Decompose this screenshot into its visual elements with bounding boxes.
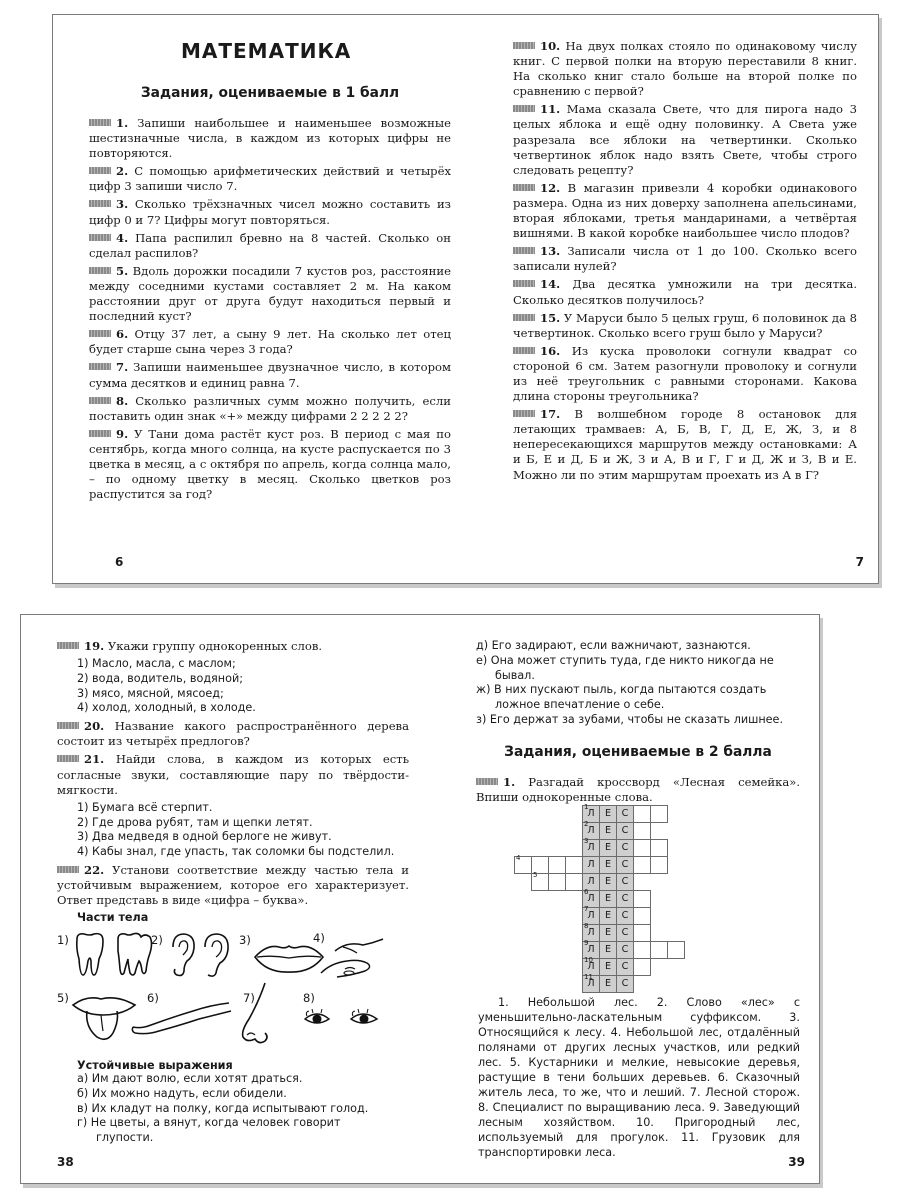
task-marker: [89, 430, 111, 437]
subject-title: МАТЕМАТИКА: [181, 39, 352, 63]
crossword-number: 4: [516, 854, 521, 862]
crossword-number: 10: [584, 956, 593, 964]
crossword-letter: Л: [587, 961, 595, 972]
crossword-letter: Е: [604, 927, 612, 938]
task-item: 9. У Тани дома растёт куст роз. В период с мая по сентябрь, когда много солнца, на кусте распускается по 3 цветка в месяц, а с октября по апрель, когда солнца мало, – по одному цветку в месяц. Сколько цветков роз распустится за год?: [89, 426, 451, 502]
crossword-cell[interactable]: [600, 976, 617, 993]
crossword-letter: Е: [604, 978, 612, 989]
task-item: 17. В волшебном городе 8 остановок для летающих трамваев: А, Б, В, Г, Д, Е, Ж, З, и 8 непересекающихся маршрутов между остановками: А и Б, Е и Д, Б и Ж, З и А, В и Г, Г и Д, Ж и З, В и Е. Можно ли по этим маршрутам проехать из А в Г?: [513, 407, 858, 482]
eyes-icon: [301, 1007, 381, 1031]
page-7: [465, 15, 878, 583]
crossword-cell[interactable]: [634, 806, 651, 823]
task-22: 22. Установи соответствие между частью тела и устойчивым выражением, которое его характеризует. Ответ представь в виде «цифра – буква».: [57, 862, 410, 908]
task-item: 5. Вдоль дорожки посадили 7 кустов роз, расстояние между соседними кустами составляет 2 м. На каком расстоянии друг от друга будут находиться первый и последний куст?: [89, 263, 452, 324]
crossword-letter: Л: [587, 944, 595, 955]
answer-option: 4) Кабы знал, где упасть, так соломки бы подстелил.: [77, 845, 395, 859]
task-1: 1. Разгадай кроссворд «Лесная семейка». Впиши однокоренные слова.: [476, 774, 801, 804]
crossword-cell[interactable]: [634, 823, 651, 840]
crossword-cell[interactable]: [634, 840, 651, 857]
crossword-cell[interactable]: [617, 925, 634, 942]
crossword-letter: С: [621, 961, 629, 972]
teeth-icon: [73, 931, 155, 979]
crossword-cell[interactable]: [617, 874, 634, 891]
crossword-cell[interactable]: [634, 942, 651, 959]
crossword-cell[interactable]: [583, 973, 600, 993]
answer-option: 4) холод, холодный, в холоде.: [77, 701, 256, 715]
crossword-number: 9: [584, 939, 589, 947]
crossword-cell[interactable]: [617, 857, 634, 874]
task-marker: [513, 184, 535, 191]
body-part-label: 8): [303, 991, 315, 1005]
crossword-cell[interactable]: [617, 942, 634, 959]
section-heading: Задания, оцениваемые в 2 балла: [504, 743, 772, 760]
crossword-letter: Л: [587, 876, 595, 887]
crossword-letter: Л: [587, 978, 595, 989]
crossword-cell[interactable]: [634, 959, 651, 976]
crossword-cell[interactable]: [532, 871, 549, 891]
expression-item: б) Их можно надуть, если обидели.: [77, 1086, 287, 1100]
crossword-cell[interactable]: [549, 857, 566, 874]
crossword-cell[interactable]: [651, 840, 668, 857]
nose-icon: [235, 981, 277, 1051]
crossword-letter: Л: [587, 825, 595, 836]
crossword-number: 2: [584, 820, 589, 828]
task-item: 10. На двух полках стояло по одинаковому числу книг. С первой полки на вторую переставили 8 книг. На сколько книг стало больше на второй полке по сравнению с первой?: [513, 39, 857, 99]
task-list: [89, 116, 451, 502]
task-marker: [57, 642, 79, 649]
page-number: 39: [788, 1155, 805, 1169]
expression-item: д) Его задирают, если важничают, зазнаются.: [476, 639, 751, 652]
crossword-cell[interactable]: [634, 925, 651, 942]
task-marker: [89, 234, 111, 241]
task-marker: [57, 755, 79, 762]
lips-icon: [253, 941, 325, 975]
task-marker: [513, 247, 535, 254]
crossword-cell[interactable]: [600, 874, 617, 891]
expression-item: е) Она может ступить туда, где никто никогда не бывал.: [476, 653, 774, 682]
task-marker: [513, 347, 535, 354]
task-item: 8. Сколько различных сумм можно получить, если поставить один знак «+» между цифрами 2 2 2 2 2?: [89, 393, 451, 423]
task-item: 14. Два десятка умножили на три десятка. Сколько десятков получилось?: [513, 277, 858, 307]
expressions-list: [476, 639, 800, 728]
task-marker: [57, 866, 79, 873]
crossword-letter: С: [621, 859, 629, 870]
expression-item: а) Им дают волю, если хотят драться.: [77, 1072, 303, 1085]
task-21-options: [57, 801, 409, 860]
task-21: 21. Найди слова, в каждом из которых есть согласные звуки, составляющие пару по твёрдости-мягкости.: [57, 752, 410, 797]
page-number: 7: [855, 555, 864, 569]
task-item: 6. Отцу 37 лет, а сыну 9 лет. На сколько лет отец будет старше сына через 3 года?: [89, 327, 451, 357]
task-marker: [89, 200, 111, 207]
task-marker: [513, 314, 535, 321]
russian-spread: [20, 614, 820, 1184]
crossword-letter: Л: [587, 808, 595, 819]
crossword-number: 8: [584, 922, 589, 930]
answer-option: 3) мясо, мясной, мясоед;: [77, 686, 224, 700]
crossword-cell[interactable]: [600, 857, 617, 874]
crossword-cell[interactable]: [583, 837, 600, 857]
crossword-number: 5: [533, 871, 538, 879]
task-item: 7. Запиши наименьшее двузначное число, в котором сумма десятков и единиц равна 7.: [89, 360, 452, 390]
crossword-letter: Е: [604, 876, 612, 887]
crossword-letter: Е: [604, 961, 612, 972]
crossword-letter: Е: [604, 944, 612, 955]
crossword-letter: Е: [604, 825, 612, 836]
expressions-title: Устойчивые выражения: [77, 1059, 233, 1072]
body-part-label: 3): [239, 933, 251, 947]
crossword-number: 11: [584, 973, 593, 981]
crossword-letter: Е: [604, 893, 612, 904]
section-heading: Задания, оцениваемые в 1 балл: [140, 85, 400, 101]
crossword-letter: С: [621, 910, 629, 921]
crossword-cell[interactable]: [600, 942, 617, 959]
crossword-cell[interactable]: [549, 874, 566, 891]
task-marker: [513, 410, 535, 417]
task-marker: [476, 778, 498, 785]
crossword-letter: Л: [587, 893, 595, 904]
task-marker: [57, 722, 79, 729]
task-item: 4. Папа распилил бревно на 8 частей. Сколько он сделал распилов?: [89, 230, 451, 260]
task-item: 3. Сколько трёхзначных чисел можно составить из цифр 0 и 7? Цифры могут повторяться.: [89, 197, 452, 227]
body-parts-title: Части тела: [77, 911, 149, 925]
body-part-label: 1): [57, 933, 69, 947]
crossword-cell[interactable]: [600, 925, 617, 942]
body-part-label: 7): [243, 991, 255, 1005]
crossword-cell[interactable]: [617, 908, 634, 925]
crossword-cell[interactable]: [600, 840, 617, 857]
crossword-letter: Л: [587, 859, 595, 870]
crossword-number: 6: [584, 888, 589, 896]
task-item: 12. В магазин привезли 4 коробки одинакового размера. Одна из них доверху заполнена апельсинами, вторая яблоками, третья мандаринами, а четвёртая вишнями. В какой коробке наибольшее число плодов?: [513, 180, 857, 241]
page-number: 6: [115, 555, 124, 569]
crossword-cell[interactable]: [600, 908, 617, 925]
body-part-label: 4): [313, 931, 325, 945]
crossword-cell[interactable]: [617, 806, 634, 823]
task-19-options: [57, 657, 409, 716]
crossword-cell[interactable]: [617, 823, 634, 840]
crossword-cell[interactable]: [600, 806, 617, 823]
crossword-letter: Е: [604, 859, 612, 870]
crossword-cell[interactable]: [617, 959, 634, 976]
body-part-label: 5): [57, 991, 69, 1005]
crossword-grid: [514, 805, 702, 993]
crossword-cell[interactable]: [634, 908, 651, 925]
crossword-cell[interactable]: [583, 857, 600, 874]
task-marker: [513, 280, 535, 287]
task-item: 16. Из куска проволоки согнули квадрат со стороной 6 см. Затем разогнули проволоку и согнули из неё треугольник с равными сторонами. Какова длина стороны треугольника?: [513, 343, 857, 404]
page-39: [436, 615, 819, 1183]
crossword-letter: Е: [604, 842, 612, 853]
crossword-cell[interactable]: [600, 891, 617, 908]
expression-item: г) Не цветы, а вянут, когда человек говорит глупости.: [77, 1116, 341, 1145]
hands-icon: [317, 933, 387, 981]
crossword-cell[interactable]: [634, 857, 651, 874]
answer-option: 2) вода, водитель, водяной;: [77, 671, 243, 685]
crossword-number: 7: [584, 905, 589, 913]
crossword-letter: Л: [587, 842, 595, 853]
body-part-label: 2): [151, 933, 163, 947]
task-item: 1. Запиши наибольшее и наименьшее возможные шестизначные числа, в каждом из которых цифры не повторяются.: [89, 116, 451, 161]
tongue-icon: [71, 991, 137, 1043]
task-marker: [89, 267, 111, 274]
page-6: [53, 15, 465, 583]
task-marker: [89, 363, 111, 370]
crossword-cell[interactable]: [617, 840, 634, 857]
expression-item: в) Их кладут на полку, когда испытывают голод.: [77, 1101, 369, 1115]
crossword-cell[interactable]: [634, 891, 651, 908]
crossword-cell[interactable]: [617, 976, 634, 993]
crossword-letter: С: [621, 944, 629, 955]
crossword-cell[interactable]: [651, 942, 668, 959]
expression-item: з) Его держат за зубами, чтобы не сказать лишнее.: [476, 712, 783, 726]
crossword-clues: 1. Небольшой лес. 2. Слово «лес» с уменьшительно-ласкательным суффиксом. 3. Относящийся к лесу. 4. Небольшой лес, отдалённый полянами от других лесных участков, или редкий лес. 5. Кустарники и мелкие, невысокие деревья, растущие в тени больших деревьев. 6. Сказочный житель леса, то же, что и леший. 7. Лесной сторож. 8. Специалист по выращиванию леса. 9. Заведующий лесным хозяйством. 10. Пригородный лес, используемый для прогулок. 11. Грузовик для транспортировки леса.: [478, 996, 800, 1159]
answer-option: 1) Масло, масла, с маслом;: [77, 657, 236, 671]
crossword-letter: Е: [604, 910, 612, 921]
crossword-letter: С: [621, 842, 629, 853]
crossword-letter: С: [621, 893, 629, 904]
task-item: 11. Мама сказала Свете, что для пирога надо 3 целых яблока и ещё одну половинку. А Света уже разрезала все яблоки на четвертинки. Сколько четвертинок яблок надо взять Свете, чтобы строго следовать рецепту?: [513, 102, 857, 177]
crossword-number: 1: [584, 803, 589, 811]
task-item: 15. У Маруси было 5 целых груш, 6 половинок да 8 четвертинок. Сколько всего груш было у Маруси?: [513, 310, 858, 340]
crossword-letter: С: [621, 808, 629, 819]
task-list: [513, 39, 857, 483]
crossword-cell[interactable]: [651, 806, 668, 823]
answer-option: 3) Два медведя в одной берлоге не живут.: [77, 830, 332, 844]
task-marker: [89, 397, 111, 404]
crossword-letter: Л: [587, 927, 595, 938]
legs-icon: [129, 999, 235, 1039]
task-marker: [513, 42, 535, 49]
page-number: 38: [57, 1155, 74, 1169]
crossword-cell[interactable]: [566, 874, 583, 891]
task-item: 2. С помощью арифметических действий и четырёх цифр 3 запиши число 7.: [89, 164, 451, 194]
expressions-list: [77, 1072, 377, 1146]
ears-icon: [167, 931, 235, 979]
task-marker: [89, 330, 111, 337]
task-item: 13. Записали числа от 1 до 100. Сколько всего записали нулей?: [513, 244, 858, 274]
answer-option: 1) Бумага всё стерпит.: [77, 800, 213, 814]
crossword-cell[interactable]: [600, 959, 617, 976]
crossword-cell[interactable]: [617, 891, 634, 908]
crossword-letter: С: [621, 927, 629, 938]
task-20: 20. Название какого распространённого дерева состоит из четырёх предлогов?: [57, 719, 410, 749]
crossword-cell[interactable]: [515, 854, 532, 874]
task-19: 19. Укажи группу однокоренных слов.: [57, 639, 409, 654]
crossword-cell[interactable]: [600, 823, 617, 840]
answer-option: 2) Где дрова рубят, там и щепки летят.: [77, 815, 313, 829]
crossword-letter: С: [621, 978, 629, 989]
crossword-letter: Е: [604, 808, 612, 819]
crossword-cell[interactable]: [566, 857, 583, 874]
crossword-letter: С: [621, 876, 629, 887]
crossword: [514, 805, 702, 993]
math-spread: [52, 14, 879, 584]
task-marker: [89, 167, 111, 174]
task-marker: [89, 119, 111, 126]
crossword-letter: Л: [587, 910, 595, 921]
body-part-label: 6): [147, 991, 159, 1005]
page-38: [21, 615, 436, 1183]
crossword-cell[interactable]: [651, 857, 668, 874]
expression-item: ж) В них пускают пыль, когда пытаются создать ложное впечатление о себе.: [476, 683, 767, 712]
crossword-number: 3: [584, 837, 589, 845]
crossword-letter: С: [621, 825, 629, 836]
crossword-cell[interactable]: [668, 942, 685, 959]
task-marker: [513, 105, 535, 112]
